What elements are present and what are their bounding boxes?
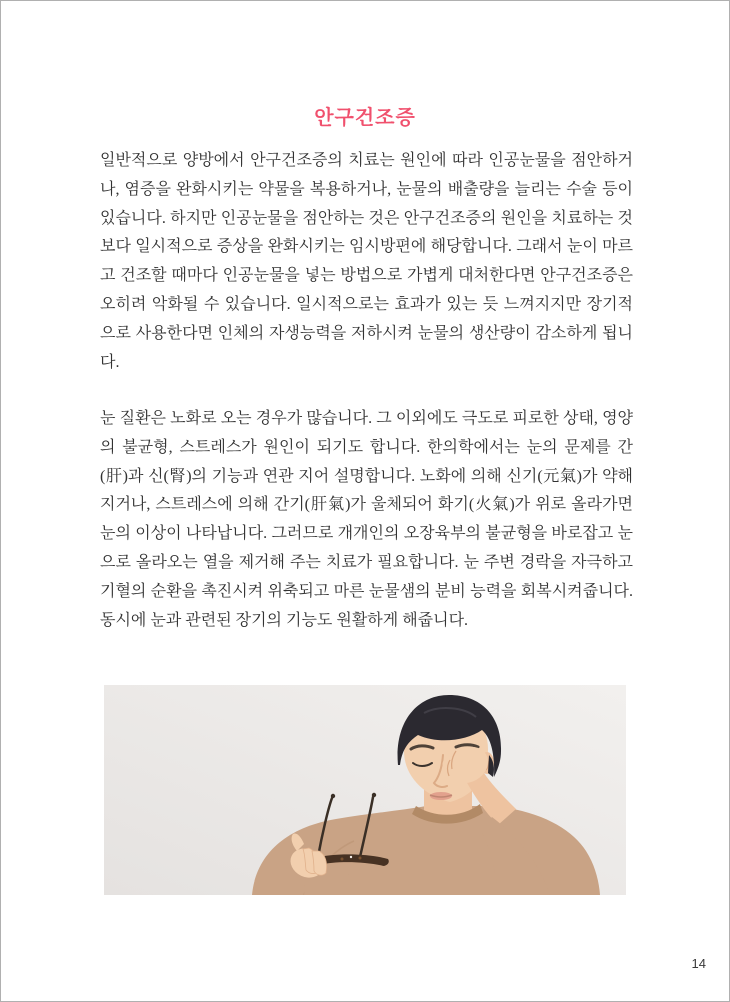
- page-title: 안구건조증: [314, 107, 416, 129]
- paragraph-western-treatment: 일반적으로 양방에서 안구건조증의 치료는 원인에 따라 인공눈물을 점안하거나, 염증을 완화시키는 약물을 복용하거나, 눈물의 배출량을 늘리는 수술 등이 있습니다. 하지만 인공눈물을 점안하는 것은 안구건조증의 원인을 치료하는 것보다 일시적으로 증상을 완화시키는 임시방편에 해당합니다. 그래서 눈이 마르고 건조할 때마다 인공눈물을 넣는 방법으로 가볍게 대처한다면 안구건조증은 오히려 악화될 수 있습니다. 일시적으로는 효과가 있는 듯 느껴지지만 장기적으로 사용한다면 인체의 자생능력을 저하시켜 눈물의 생산량이 감소하게 됩니다.: [100, 152, 633, 371]
- page-number: 14: [691, 956, 706, 971]
- tired-man-illustration: [104, 685, 626, 895]
- tired-man-photo: [104, 685, 626, 895]
- paragraph-korean-medicine: 눈 질환은 노화로 오는 경우가 많습니다. 그 이외에도 극도로 피로한 상태, 영양의 불균형, 스트레스가 원인이 되기도 합니다. 한의학에서는 눈의 문제를 간(肝)과 신(腎)의 기능과 연관 지어 설명합니다. 노화에 의해 신기(元氣)가 약해지거나, 스트레스에 의해 간기(肝氣)가 울체되어 화기(火氣)가 위로 올라가면 눈의 이상이 나타납니다. 그러므로 개개인의 오장육부의 불균형을 바로잡고 눈으로 올라오는 열을 제거해 주는 치료가 필요합니다. 눈 주변 경락을 자극하고 기혈의 순환을 촉진시켜 위축되고 마른 눈물샘의 분비 능력을 회복시켜줍니다. 동시에 눈과 관련된 장기의 기능도 원활하게 해줍니다.: [100, 410, 633, 629]
